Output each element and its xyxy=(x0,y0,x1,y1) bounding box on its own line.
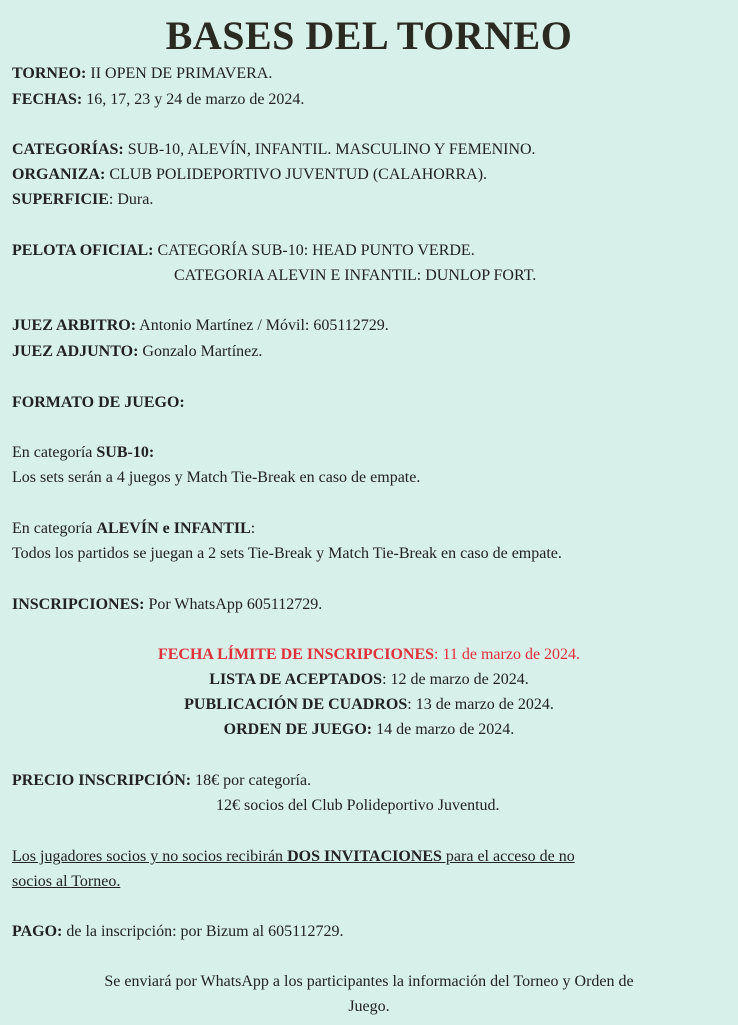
pago-label: PAGO: xyxy=(12,923,63,940)
invitaciones-part2: para el acceso de no xyxy=(441,848,575,865)
juez-arbitro-line xyxy=(12,314,389,338)
pelota-line xyxy=(12,239,475,263)
invitaciones-part1: Los jugadores socios y no socios recibirán xyxy=(12,848,288,865)
sub10-text: Los sets serán a 4 juegos y Match Tie-Break en caso de empate. xyxy=(12,469,421,486)
pago-value: de la inscripción: por Bizum al 605112729. xyxy=(62,923,344,940)
pelota-line-2: CATEGORIA ALEVIN E INFANTIL: DUNLOP FORT. xyxy=(174,267,537,284)
orden-line xyxy=(0,718,738,742)
publicacion-line xyxy=(0,693,738,717)
inscripciones-value: Por WhatsApp 605112729. xyxy=(144,596,323,613)
lista-line xyxy=(0,668,738,692)
torneo-label: TORNEO: xyxy=(12,65,87,82)
precio-line xyxy=(12,769,311,793)
alevin-text: Todos los partidos se juegan a 2 sets Tie-Break y Match Tie-Break en caso de empate. xyxy=(12,545,562,562)
lista-value: : 12 de marzo de 2024. xyxy=(382,671,529,688)
categorias-value: SUB-10, ALEVÍN, INFANTIL. MASCULINO Y FEMENINO. xyxy=(123,141,536,158)
lista-label: LISTA DE ACEPTADOS xyxy=(209,671,383,688)
footer-line-2: Juego. xyxy=(348,998,390,1015)
torneo-line xyxy=(12,62,272,86)
precio-value-1: 18€ por categoría. xyxy=(191,772,312,789)
pago-line xyxy=(12,920,344,944)
fecha-limite-value: : 11 de marzo de 2024. xyxy=(434,646,581,663)
pelota-value-1: CATEGORÍA SUB-10: HEAD PUNTO VERDE. xyxy=(153,242,475,259)
sub10-category: SUB-10: xyxy=(96,444,155,461)
fecha-limite-line xyxy=(0,643,738,667)
invitaciones-line-2: socios al Torneo. xyxy=(12,873,121,890)
juez-arbitro-label: JUEZ ARBITRO: xyxy=(12,317,137,334)
fechas-line xyxy=(12,88,304,112)
categorias-label: CATEGORÍAS: xyxy=(12,141,124,158)
publicacion-value: : 13 de marzo de 2024. xyxy=(407,696,554,713)
footer-line-1: Se enviará por WhatsApp a los participantes la información del Torneo y Orden de xyxy=(104,973,634,990)
superficie-value: : Dura. xyxy=(108,191,154,208)
invitaciones-bold: DOS INVITACIONES xyxy=(287,848,442,865)
juez-arbitro-value: Antonio Martínez / Móvil: 605112729. xyxy=(136,317,389,334)
sub10-prefix: En categoría xyxy=(12,444,97,461)
precio-label: PRECIO INSCRIPCIÓN: xyxy=(12,772,192,789)
juez-adjunto-value: Gonzalo Martínez. xyxy=(138,343,263,360)
inscripciones-label: INSCRIPCIONES: xyxy=(12,596,145,613)
organiza-line xyxy=(12,163,487,187)
precio-line-2: 12€ socios del Club Polideportivo Juventud. xyxy=(216,797,500,814)
juez-adjunto-label: JUEZ ADJUNTO: xyxy=(12,343,139,360)
page-title: BASES DEL TORNEO xyxy=(165,13,573,58)
invitaciones-line xyxy=(12,845,575,869)
superficie-line xyxy=(12,188,153,212)
superficie-label: SUPERFICIE xyxy=(12,191,109,208)
orden-label: ORDEN DE JUEGO: xyxy=(223,721,373,738)
alevin-prefix: En categoría xyxy=(12,520,97,537)
categorias-line xyxy=(12,138,536,162)
juez-adjunto-line xyxy=(12,340,262,364)
sub10-line xyxy=(12,441,154,465)
pelota-label: PELOTA OFICIAL: xyxy=(12,242,154,259)
publicacion-label: PUBLICACIÓN DE CUADROS xyxy=(184,696,408,713)
orden-value: 14 de marzo de 2024. xyxy=(372,721,515,738)
alevin-category: ALEVÍN e INFANTIL xyxy=(96,520,251,537)
alevin-suffix: : xyxy=(250,520,256,537)
fechas-value: 16, 17, 23 y 24 de marzo de 2024. xyxy=(82,91,305,108)
alevin-line xyxy=(12,517,255,541)
fechas-label: FECHAS: xyxy=(12,91,83,108)
organiza-value: CLUB POLIDEPORTIVO JUVENTUD (CALAHORRA). xyxy=(105,166,488,183)
fecha-limite-label: FECHA LÍMITE DE INSCRIPCIONES xyxy=(157,646,435,663)
organiza-label: ORGANIZA: xyxy=(12,166,106,183)
formato-heading: FORMATO DE JUEGO: xyxy=(12,394,185,411)
inscripciones-line xyxy=(12,593,322,617)
torneo-value: II OPEN DE PRIMAVERA. xyxy=(86,65,273,82)
